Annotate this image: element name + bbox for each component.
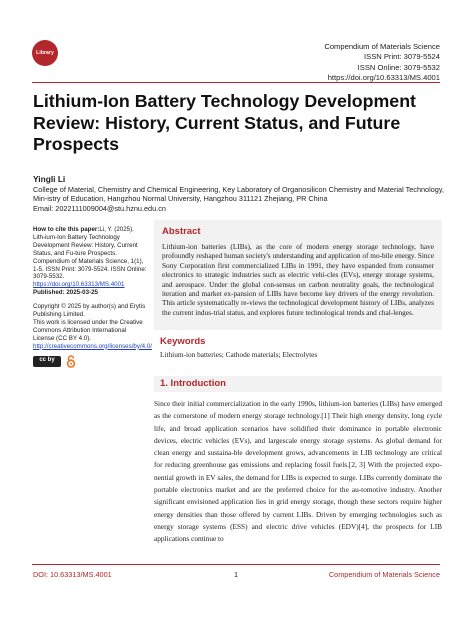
- license-text: This work is licensed under the Creative Commons Attribution International License (CC BY 4.0).: [33, 318, 143, 342]
- publisher-logo: [32, 40, 58, 66]
- keywords-list: Lithium-ion batteries; Cathode materials; Electrolytes: [160, 350, 318, 359]
- paper-title: Lithium-Ion Battery Technology Development Review: History, Current Status, and Future Prospects: [33, 91, 416, 154]
- affiliation-line: Min-istry of Education, Hangzhou Normal University, Hangzhou 311121 Zhejiang, PR China: [33, 194, 328, 204]
- author-name: Yingli Li: [33, 174, 66, 184]
- journal-info: [324, 42, 440, 83]
- affiliation: [33, 185, 448, 213]
- issn-online: ISSN Online: 3079-5532: [357, 62, 440, 72]
- cite-label: How to cite this paper:: [33, 226, 100, 233]
- footer-divider: [32, 564, 440, 565]
- copyright-text: Copyright © 2025 by author(s) and Erytis Publishing Limited.: [33, 303, 146, 319]
- cite-doi-link[interactable]: https://doi.org/10.63313/MS.4001: [33, 281, 125, 289]
- citation-sidebar: [33, 226, 152, 368]
- section-heading: 1. Introduction: [154, 376, 442, 392]
- author-email: Email: 2022111009004@stu.hznu.edu.cn: [33, 203, 166, 213]
- cc-by-icon: cc by: [33, 356, 61, 367]
- abstract-body: Lithium-ion batteries (LIBs), as the core of modern energy storage technology, have profoundly reshaped human society's understanding and application of mo-bile energy. Since Sony Corporation first commercialized LIBs in 1991, they have expanded from consumer electronics to strategic industries such as electric vehi-cles (EVs), energy storage systems, and aerospace. Under the global con-sensus on carbon neutrality goals, the technological iteration and market ex-pansion of LIBs have become key drivers of the energy revolution. This article systematically re-views the technological development history of LIBs, analyzes the current indus-trial status, and explores future technological trends and chal-lenges.: [162, 242, 434, 317]
- keywords-heading: Keywords: [160, 336, 206, 347]
- license-link[interactable]: http://creativecommons.org/licenses/by/4.0/: [33, 342, 152, 350]
- journal-name: Compendium of Materials Science: [324, 42, 440, 51]
- header-divider: [32, 82, 440, 83]
- doi-link[interactable]: https://doi.org/10.63313/MS.4001: [327, 72, 440, 82]
- logo-text: Library: [36, 50, 54, 56]
- footer-journal: Compendium of Materials Science: [328, 570, 440, 579]
- page-number: 1: [234, 570, 239, 579]
- footer-doi: DOI: 10.63313/MS.4001: [33, 570, 112, 579]
- issn-print: ISSN Print: 3079-5524: [364, 52, 440, 62]
- introduction-text: Since their initial commercialization in the early 1990s, lithium-ion batteries (LIBs) have emerged as the cornerstone of modern energy storage technology.[1] Their high energy density, long cycle life, and broad application scenarios have solidified their dominance in portable electronic devices, electric vehicles (EVs), and largescale energy storage systems. As global demand for clean energy and sustaina-ble development grows, advancements in LIB technology are critical for reducing greenhouse gas emissions and replacing fossil fuels.[2, 3] With the projected expo-nential growth in EV sales, the demand for LIBs is expected to surge. LIBs currently dominate the portable electronics market and are the preferred choice for the au-tomotive industry. Another significant envisioned application lies in grid energy storage, though these sectors require higher energy densities than those offered by current LIBs. Driven by emerging technologies such as energy storage systems (ESS) and electric drive vehicles (EDV)[4], the prospects for LIB applications continue to: [154, 399, 442, 544]
- abstract-section: [154, 220, 442, 330]
- affiliation-line: College of Material, Chemistry and Chemical Engineering, Key Laboratory of Organosilicon Chemistry and Material Technology,: [33, 185, 444, 194]
- open-access-icon: [66, 355, 76, 368]
- abstract-heading: Abstract: [162, 226, 201, 237]
- published-date: Published: 2025-03-25: [33, 289, 98, 297]
- cite-text: Li, Y. (2025). Lith-ium-Ion Battery Technology Development Review: History, Current Status, and Fu-ture Prospects. Compendium of Materials Science, 1(1), 1-5. ISSN Print: 3079-5524. ISSN Online: 3079-5532.: [33, 226, 147, 281]
